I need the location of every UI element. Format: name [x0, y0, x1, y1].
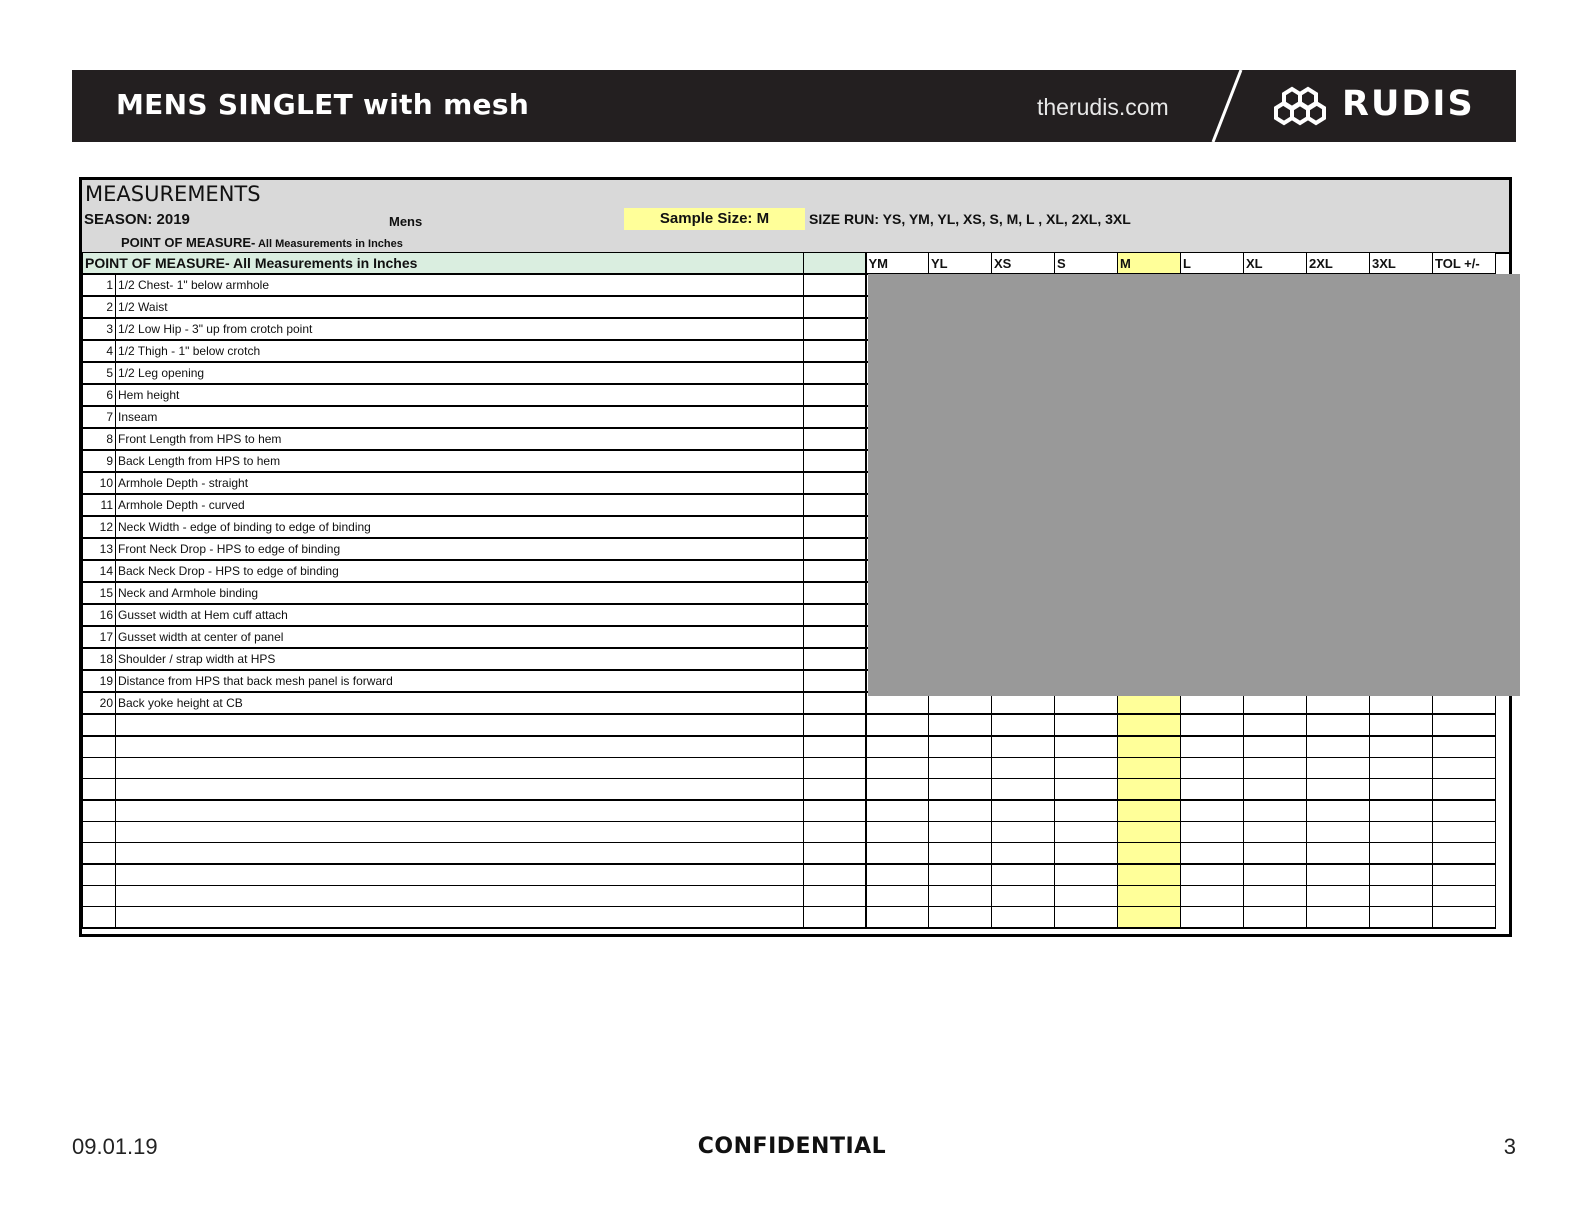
blank-cell — [804, 582, 866, 604]
size-value-cell — [1055, 736, 1118, 758]
size-value-cell — [1118, 822, 1181, 843]
measurement-label — [116, 736, 804, 758]
size-value-cell — [866, 714, 929, 736]
empty-row — [83, 822, 1496, 843]
size-value-cell — [1118, 779, 1181, 801]
measurement-label — [116, 714, 804, 736]
size-value-cell — [1307, 758, 1370, 779]
measurement-label: Hem height — [116, 384, 804, 406]
size-value-cell — [1055, 907, 1118, 929]
size-value-cell — [1055, 886, 1118, 907]
size-value-cell — [1055, 779, 1118, 801]
size-value-cell — [992, 822, 1055, 843]
row-number — [83, 779, 116, 801]
size-value-cell — [1244, 886, 1307, 907]
size-value-cell — [1244, 758, 1307, 779]
empty-row — [83, 779, 1496, 801]
size-value-cell — [929, 864, 992, 886]
blank-cell — [804, 692, 866, 714]
size-value-cell — [1181, 736, 1244, 758]
size-value-cell — [1370, 758, 1433, 779]
empty-row — [83, 800, 1496, 822]
measurement-label — [116, 758, 804, 779]
size-value-cell — [1433, 907, 1496, 929]
blank-cell — [804, 714, 866, 736]
size-value-cell — [929, 822, 992, 843]
size-value-cell — [866, 907, 929, 929]
size-value-cell — [1307, 864, 1370, 886]
blank-cell — [804, 384, 866, 406]
size-value-cell — [1307, 843, 1370, 865]
pom-header: POINT OF MEASURE- All Measurements in Inches — [83, 253, 804, 275]
size-value-cell — [1433, 864, 1496, 886]
confidential-label: CONFIDENTIAL — [697, 1134, 887, 1159]
row-number — [83, 843, 116, 865]
size-value-cell — [992, 843, 1055, 865]
size-value-cell — [1181, 864, 1244, 886]
size-value-cell — [929, 736, 992, 758]
size-value-cell — [1055, 864, 1118, 886]
blank-cell — [804, 538, 866, 560]
size-value-cell — [1244, 714, 1307, 736]
size-value-cell — [1181, 822, 1244, 843]
blank-header — [804, 253, 866, 275]
size-value-cell — [1055, 758, 1118, 779]
measurement-label — [116, 907, 804, 929]
empty-row — [83, 843, 1496, 865]
measurement-label: Gusset width at Hem cuff attach — [116, 604, 804, 626]
row-number: 10 — [83, 472, 116, 494]
blank-cell — [804, 886, 866, 907]
blank-cell — [804, 450, 866, 472]
blank-cell — [804, 626, 866, 648]
row-number: 11 — [83, 494, 116, 516]
row-number: 2 — [83, 296, 116, 318]
empty-row — [83, 886, 1496, 907]
size-value-cell — [992, 907, 1055, 929]
empty-row — [83, 864, 1496, 886]
row-number — [83, 907, 116, 929]
size-value-cell — [992, 736, 1055, 758]
sheet-title: MEASUREMENTS — [85, 182, 261, 206]
size-value-cell — [992, 758, 1055, 779]
size-value-cell — [1181, 886, 1244, 907]
measurement-label: 1/2 Waist — [116, 296, 804, 318]
size-value-cell — [866, 822, 929, 843]
row-number: 18 — [83, 648, 116, 670]
blank-cell — [804, 822, 866, 843]
size-value-cell — [1055, 714, 1118, 736]
size-value-cell — [1433, 886, 1496, 907]
size-value-cell — [866, 758, 929, 779]
size-header-s: S — [1055, 253, 1118, 275]
size-value-cell — [1181, 800, 1244, 822]
size-value-cell — [1181, 907, 1244, 929]
row-number: 16 — [83, 604, 116, 626]
size-value-cell — [1370, 864, 1433, 886]
size-value-cell — [866, 843, 929, 865]
season-label: SEASON: 2019 — [84, 211, 190, 228]
row-number — [83, 864, 116, 886]
size-value-cell — [1244, 864, 1307, 886]
size-value-cell — [1181, 843, 1244, 865]
size-value-cell — [1370, 736, 1433, 758]
size-value-cell — [1307, 800, 1370, 822]
size-value-cell — [1181, 758, 1244, 779]
size-header-xl: XL — [1244, 253, 1307, 275]
blank-cell — [804, 516, 866, 538]
row-number: 9 — [83, 450, 116, 472]
size-header-3xl: 3XL — [1370, 253, 1433, 275]
measurement-label — [116, 843, 804, 865]
measurement-label: 1/2 Leg opening — [116, 362, 804, 384]
size-value-cell — [866, 800, 929, 822]
empty-row — [83, 736, 1496, 758]
size-value-cell — [866, 736, 929, 758]
blank-cell — [804, 406, 866, 428]
row-number: 3 — [83, 318, 116, 340]
empty-row — [83, 758, 1496, 779]
size-value-cell — [992, 864, 1055, 886]
row-number — [83, 714, 116, 736]
measurement-label: Armhole Depth - curved — [116, 494, 804, 516]
sample-size-badge: Sample Size: M — [624, 208, 805, 230]
measurement-label: 1/2 Chest- 1" below armhole — [116, 274, 804, 296]
size-value-cell — [1433, 800, 1496, 822]
size-header-tol: TOL +/- — [1433, 253, 1496, 275]
measurement-label — [116, 864, 804, 886]
redacted-values-block — [868, 274, 1520, 696]
page-number: 3 — [1503, 1134, 1516, 1159]
row-number: 20 — [83, 692, 116, 714]
size-value-cell — [929, 758, 992, 779]
gender-label: Mens — [389, 214, 423, 229]
measurement-label: Front Neck Drop - HPS to edge of binding — [116, 538, 804, 560]
size-value-cell — [1370, 779, 1433, 801]
measurement-label: Gusset width at center of panel — [116, 626, 804, 648]
size-value-cell — [929, 800, 992, 822]
size-value-cell — [992, 886, 1055, 907]
row-number: 17 — [83, 626, 116, 648]
website-url: therudis.com — [1037, 94, 1169, 120]
size-value-cell — [866, 864, 929, 886]
row-number: 8 — [83, 428, 116, 450]
blank-cell — [804, 907, 866, 929]
row-number: 1 — [83, 274, 116, 296]
size-value-cell — [1307, 779, 1370, 801]
size-value-cell — [929, 714, 992, 736]
size-value-cell — [1433, 758, 1496, 779]
blank-cell — [804, 758, 866, 779]
measurement-label: Armhole Depth - straight — [116, 472, 804, 494]
header-banner — [72, 70, 1516, 142]
sheet-header — [82, 180, 1509, 254]
blank-cell — [804, 472, 866, 494]
size-header-m: M — [1118, 253, 1181, 275]
measurement-label: Distance from HPS that back mesh panel is forward — [116, 670, 804, 692]
blank-cell — [804, 864, 866, 886]
size-value-cell — [1055, 800, 1118, 822]
rudis-hexagon-logo-icon — [1270, 84, 1330, 128]
size-header-l: L — [1181, 253, 1244, 275]
size-value-cell — [929, 907, 992, 929]
table-header-row — [83, 253, 1496, 275]
measurement-label: Neck and Armhole binding — [116, 582, 804, 604]
row-number — [83, 822, 116, 843]
row-number: 5 — [83, 362, 116, 384]
size-value-cell — [1433, 822, 1496, 843]
pom-subheading: POINT OF MEASURE- All Measurements in Inches — [121, 235, 403, 250]
blank-cell — [804, 494, 866, 516]
size-header-yl: YL — [929, 253, 992, 275]
blank-cell — [804, 274, 866, 296]
row-number: 15 — [83, 582, 116, 604]
size-header-2xl: 2XL — [1307, 253, 1370, 275]
measurement-label — [116, 886, 804, 907]
size-value-cell — [929, 886, 992, 907]
size-value-cell — [866, 886, 929, 907]
size-header-ym: YM — [866, 253, 929, 275]
blank-cell — [804, 648, 866, 670]
size-value-cell — [1433, 779, 1496, 801]
row-number — [83, 886, 116, 907]
empty-row — [83, 714, 1496, 736]
size-value-cell — [1370, 714, 1433, 736]
measurement-label — [116, 779, 804, 801]
measurement-label: 1/2 Thigh - 1" below crotch — [116, 340, 804, 362]
blank-cell — [804, 843, 866, 865]
size-value-cell — [1244, 907, 1307, 929]
row-number: 4 — [83, 340, 116, 362]
row-number — [83, 758, 116, 779]
size-run-label: SIZE RUN: YS, YM, YL, XS, S, M, L , XL, 2XL, 3XL — [809, 211, 1131, 227]
blank-cell — [804, 296, 866, 318]
size-value-cell — [1244, 736, 1307, 758]
divider-slash-icon — [1199, 70, 1259, 142]
blank-cell — [804, 560, 866, 582]
measurement-label: Inseam — [116, 406, 804, 428]
size-value-cell — [1118, 800, 1181, 822]
size-value-cell — [1181, 714, 1244, 736]
measurement-label: 1/2 Low Hip - 3" up from crotch point — [116, 318, 804, 340]
blank-cell — [804, 670, 866, 692]
measurement-label: Back Length from HPS to hem — [116, 450, 804, 472]
size-value-cell — [1370, 822, 1433, 843]
row-number: 7 — [83, 406, 116, 428]
size-value-cell — [992, 714, 1055, 736]
size-value-cell — [1433, 714, 1496, 736]
size-value-cell — [1307, 736, 1370, 758]
size-value-cell — [1370, 843, 1433, 865]
measurement-label: Front Length from HPS to hem — [116, 428, 804, 450]
size-value-cell — [1244, 800, 1307, 822]
measurement-label: Neck Width - edge of binding to edge of binding — [116, 516, 804, 538]
empty-row — [83, 907, 1496, 929]
blank-cell — [804, 736, 866, 758]
row-number: 19 — [83, 670, 116, 692]
size-value-cell — [866, 779, 929, 801]
row-number: 6 — [83, 384, 116, 406]
measurement-label — [116, 822, 804, 843]
blank-cell — [804, 362, 866, 384]
document-title: MENS SINGLET with mesh — [116, 88, 530, 121]
row-number — [83, 800, 116, 822]
size-value-cell — [1118, 907, 1181, 929]
size-value-cell — [929, 843, 992, 865]
blank-cell — [804, 800, 866, 822]
size-value-cell — [1244, 779, 1307, 801]
size-value-cell — [1307, 822, 1370, 843]
footer-date: 09.01.19 — [72, 1134, 158, 1159]
size-header-xs: XS — [992, 253, 1055, 275]
size-value-cell — [1244, 843, 1307, 865]
size-value-cell — [1055, 822, 1118, 843]
size-value-cell — [992, 779, 1055, 801]
row-number: 14 — [83, 560, 116, 582]
size-value-cell — [1307, 886, 1370, 907]
size-value-cell — [1118, 736, 1181, 758]
size-value-cell — [1307, 714, 1370, 736]
size-value-cell — [1244, 822, 1307, 843]
size-value-cell — [1307, 907, 1370, 929]
size-value-cell — [1118, 758, 1181, 779]
size-value-cell — [1055, 843, 1118, 865]
size-value-cell — [1118, 864, 1181, 886]
row-number: 13 — [83, 538, 116, 560]
size-value-cell — [1118, 843, 1181, 865]
size-value-cell — [1433, 843, 1496, 865]
size-value-cell — [1370, 886, 1433, 907]
size-value-cell — [992, 800, 1055, 822]
measurement-label: Shoulder / strap width at HPS — [116, 648, 804, 670]
measurement-label — [116, 800, 804, 822]
size-value-cell — [1181, 779, 1244, 801]
blank-cell — [804, 318, 866, 340]
size-value-cell — [1118, 714, 1181, 736]
blank-cell — [804, 604, 866, 626]
row-number — [83, 736, 116, 758]
blank-cell — [804, 428, 866, 450]
size-value-cell — [1370, 800, 1433, 822]
size-value-cell — [1118, 886, 1181, 907]
size-value-cell — [929, 779, 992, 801]
size-value-cell — [1433, 736, 1496, 758]
brand-logo-text: RUDIS — [1342, 84, 1475, 124]
blank-cell — [804, 779, 866, 801]
size-value-cell — [1370, 907, 1433, 929]
measurement-label: Back Neck Drop - HPS to edge of binding — [116, 560, 804, 582]
blank-cell — [804, 340, 866, 362]
measurement-label: Back yoke height at CB — [116, 692, 804, 714]
row-number: 12 — [83, 516, 116, 538]
